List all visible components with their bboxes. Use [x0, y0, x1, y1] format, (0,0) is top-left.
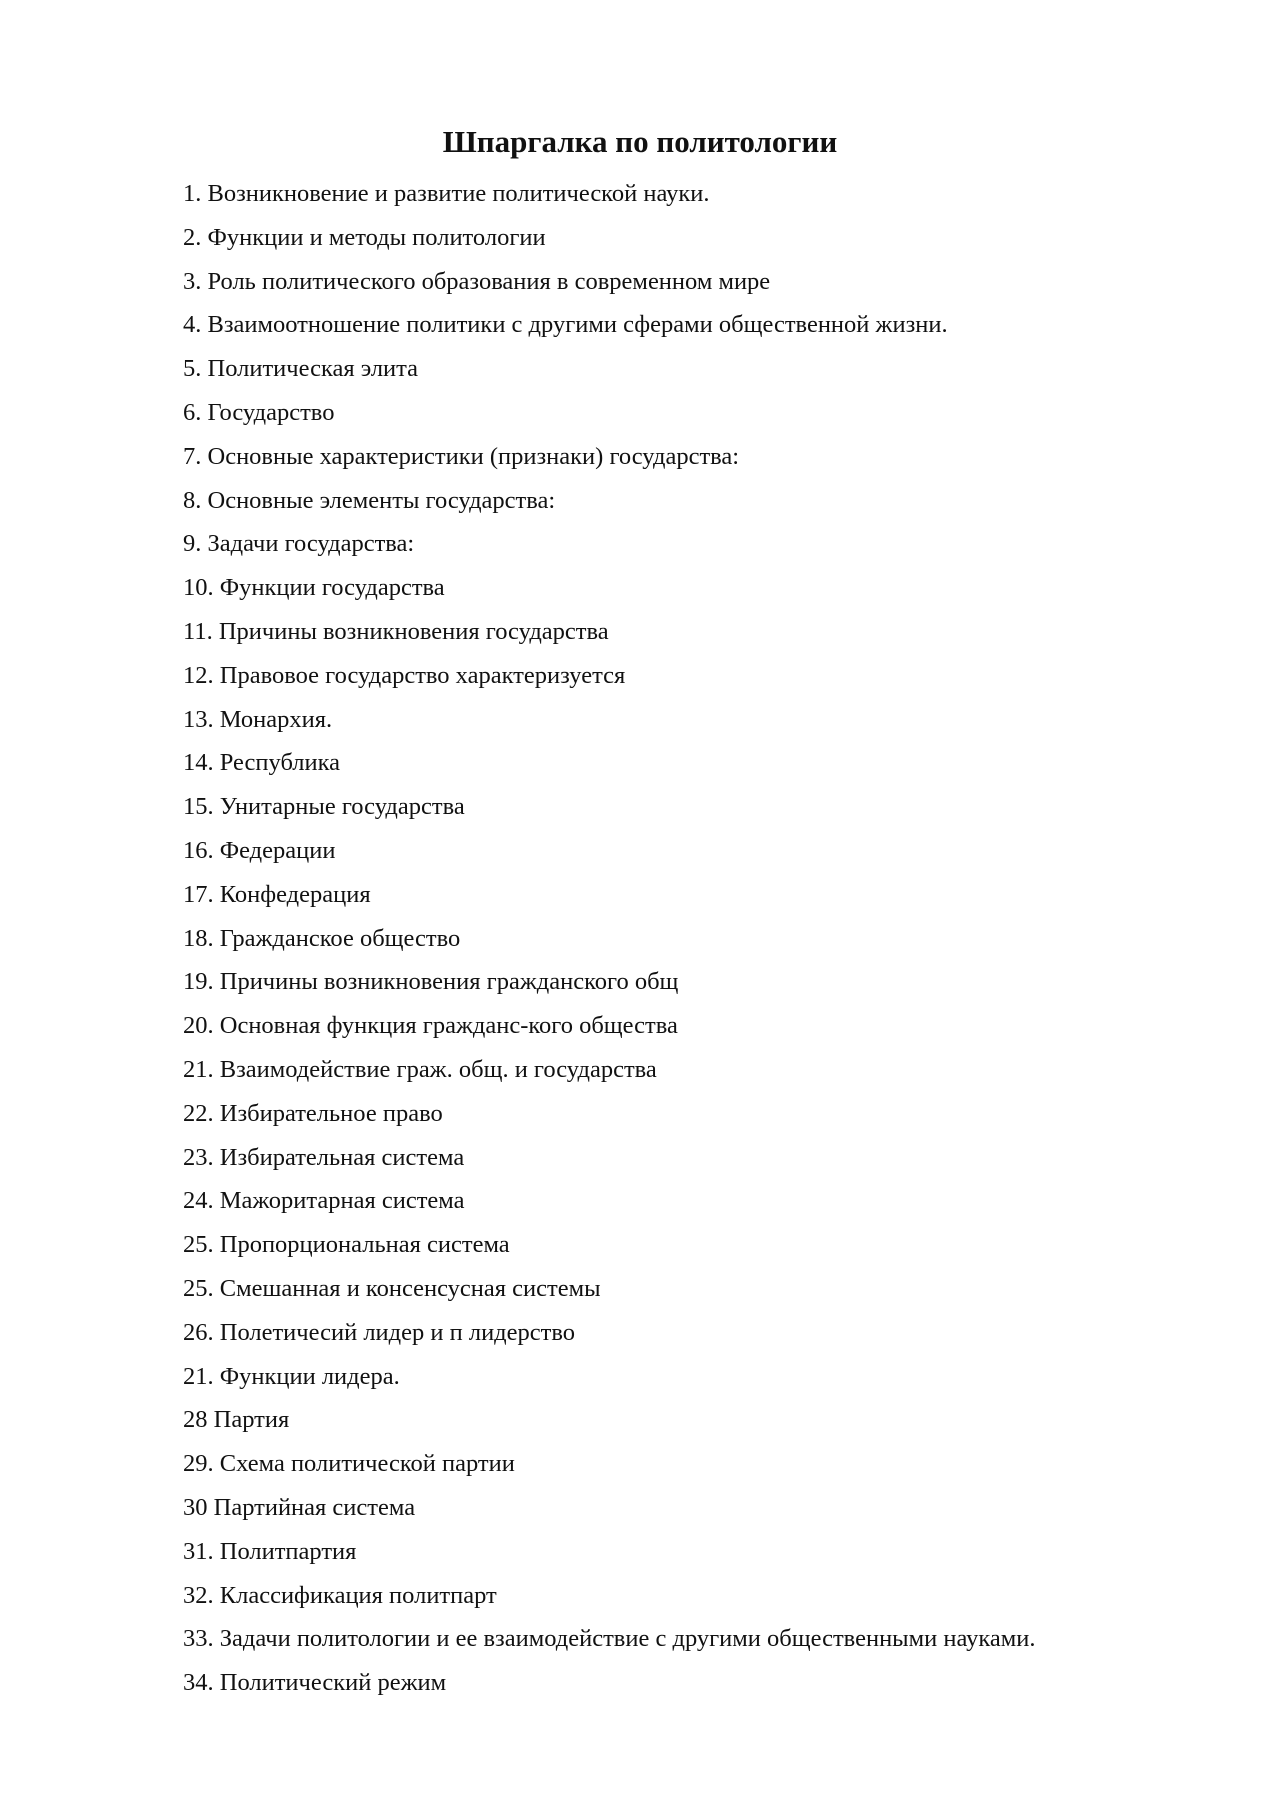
topic-item: 22. Избирательное право [183, 1099, 443, 1127]
topic-item: 1. Возникновение и развитие политической науки. [183, 180, 710, 207]
topic-item: 25. Смешанная и консенсусная системы [183, 1274, 601, 1302]
topic-item: 24. Мажоритарная система [183, 1187, 465, 1215]
topic-item: 19. Причины возникновения гражданского общ [183, 968, 679, 996]
document-title: Шпаргалка по политологии [442, 124, 838, 159]
topic-item: 20. Основная функция гражданс-кого общества [183, 1012, 678, 1040]
topic-item: 16. Федерации [183, 836, 336, 864]
topic-item: 25. Пропорциональная система [183, 1231, 510, 1259]
topic-item: 14. Республика [183, 749, 341, 777]
topic-item: 9. Задачи государства: [183, 530, 415, 558]
topic-item: 32. Классификация политпарт [183, 1581, 497, 1609]
topic-item: 17. Конфедерация [183, 880, 371, 908]
topic-item: 21. Функции лидера. [183, 1362, 400, 1390]
topic-item: 10. Функции государства [183, 574, 445, 602]
topic-item: 11. Причины возникновения государства [183, 617, 609, 645]
topic-item: 34. Политический режим [183, 1669, 447, 1697]
topic-item: 13. Монархия. [183, 705, 333, 733]
topic-item: 33. Задачи политологии и ее взаимодействие с другими общественными науками. [183, 1625, 1036, 1653]
topic-item: 12. Правовое государство характеризуется [183, 661, 626, 689]
topic-item: 26. Полетичесий лидер и п лидерство [183, 1318, 575, 1346]
topic-item: 8. Основные элементы государства: [183, 486, 556, 514]
topic-item: 28 Партия [183, 1406, 290, 1434]
topic-item: 3. Роль политического образования в современном мире [183, 267, 771, 295]
topic-item: 30 Партийная система [183, 1493, 416, 1521]
topic-item: 29. Схема политической партии [183, 1450, 515, 1478]
topic-item: 6. Государство [183, 398, 335, 426]
topic-item: 31. Политпартия [183, 1537, 357, 1565]
topic-item: 18. Гражданское общество [183, 924, 461, 952]
topic-list [183, 172, 1036, 1705]
topic-item: 15. Унитарные государства [183, 793, 465, 821]
topic-item: 7. Основные характеристики (признаки) государства: [183, 442, 740, 470]
topic-item: 5. Политическая элита [183, 355, 419, 383]
topic-item: 21. Взаимодействие граж. общ. и государства [183, 1055, 657, 1083]
topic-item: 2. Функции и методы политологии [183, 223, 546, 251]
topic-item: 4. Взаимоотношение политики с другими сферами общественной жизни. [183, 311, 948, 339]
topic-item: 23. Избирательная система [183, 1143, 465, 1171]
